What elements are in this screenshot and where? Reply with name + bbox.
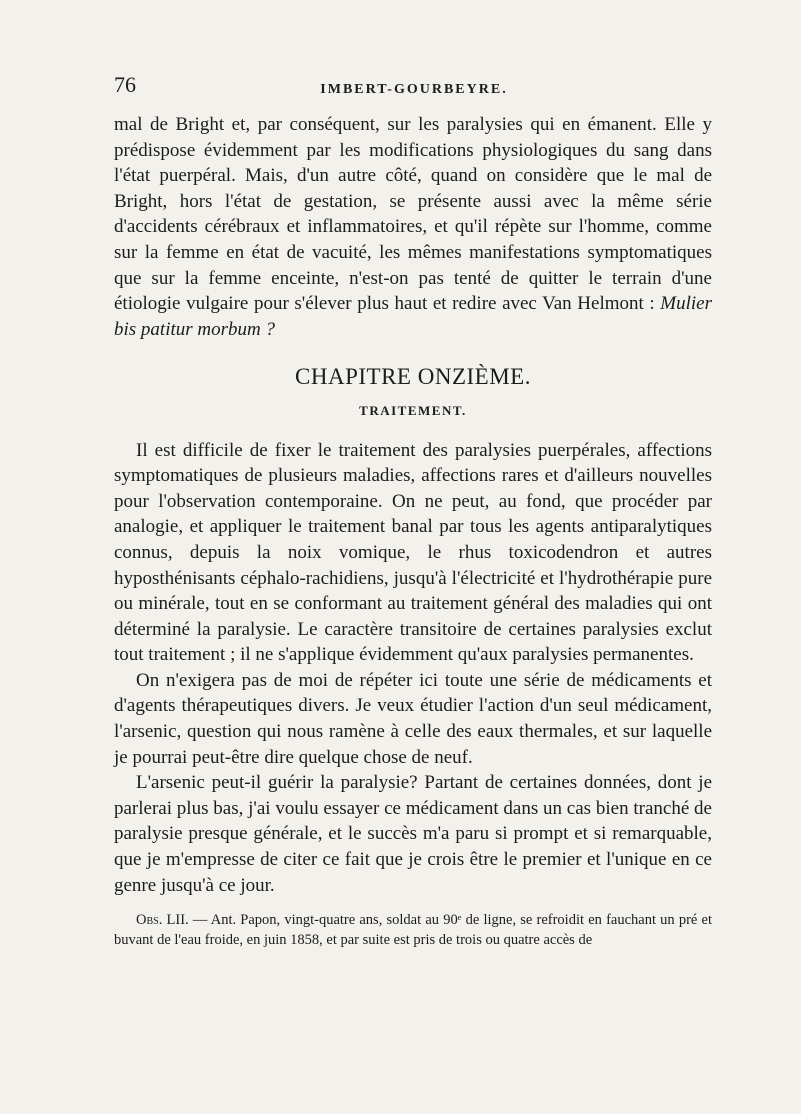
page-number: 76 (114, 72, 136, 97)
paragraph-4: L'arsenic peut-il guérir la paralysie? Partant de certaines données, dont je parlerai plus bas, j'ai voulu essayer ce médicament dans un cas bien tranché de paralysie presque générale, et le succès m'a paru si prompt et si remarquable, que je m'empresse de citer ce fait que je crois être le premier et l'unique en ce genre jusqu'à ce jour. (114, 772, 712, 896)
paragraph-1-text: mal de Bright et, par conséquent, sur les paralysies qui en émanent. Elle y prédispose évidemment par les modifications physiologiques du sang dans l'état puerpéral. Mais, d'un autre côté, quand on considère que le mal de Bright, hors l'état de gestation, se présente aussi avec la même série d'accidents cérébraux et inflammatoires, et qu'il répète sur l'homme, comme sur la femme en état de vacuité, les mêmes manifestations symptomatiques que sur la femme enceinte, n'est-on pas tenté de quitter le terrain d'une étiologie vulgaire pour s'élever plus haut et redire avec Van Helmont : (114, 114, 712, 315)
paragraph-continued (114, 112, 712, 342)
paragraph-3: On n'exigera pas de moi de répéter ici toute une série de médicaments et d'agents thérapeutiques divers. Je veux étudier l'action d'un seul médicament, l'arsenic, question qui nous ramène à celle des eaux thermales, et sur laquelle je pourrai peut-être dire quelque chose de neuf. (114, 669, 712, 768)
page-header (114, 72, 714, 102)
chapter-title: CHAPITRE ONZIÈME. (295, 364, 531, 390)
paragraph-2: Il est difficile de fixer le traitement des paralysies puerpérales, affections symptomatiques de plusieurs maladies, affections rares et d'ailleurs nouvelles pour l'observation contemporaine. On ne peut, au fond, que procéder par analogie, et appliquer le traitement banal par tous les agents antiparalytiques connus, depuis la noix vomique, le rhus toxicodendron et autres hyposthénisants céphalo-rachidiens, jusqu'à l'électricité et l'hydrothérapie pure ou minérale, tout en se conformant au traitement général des maladies qui ont déterminé la paralysie. Le caractère transitoire de certaines paralysies exclut tout traitement ; il ne s'applique évidemment qu'aux paralysies permanentes. (114, 439, 712, 666)
observation-label: Obs. LII. (136, 912, 189, 929)
observation-note (114, 910, 712, 950)
observation-text: — Ant. Papon, vingt-quatre ans, soldat au 90ᵉ de ligne, se refroidit en fauchant un pré et buvant de l'eau froide, en juin 1858, et par suite est pris de trois ou quatre accès de (114, 912, 713, 949)
latin-quote: Mulier bis patitur morbum ? (114, 293, 712, 340)
running-title: IMBERT-GOURBEYRE. (320, 82, 508, 97)
body-text (114, 112, 712, 950)
section-title: TRAITEMENT. (359, 402, 467, 418)
